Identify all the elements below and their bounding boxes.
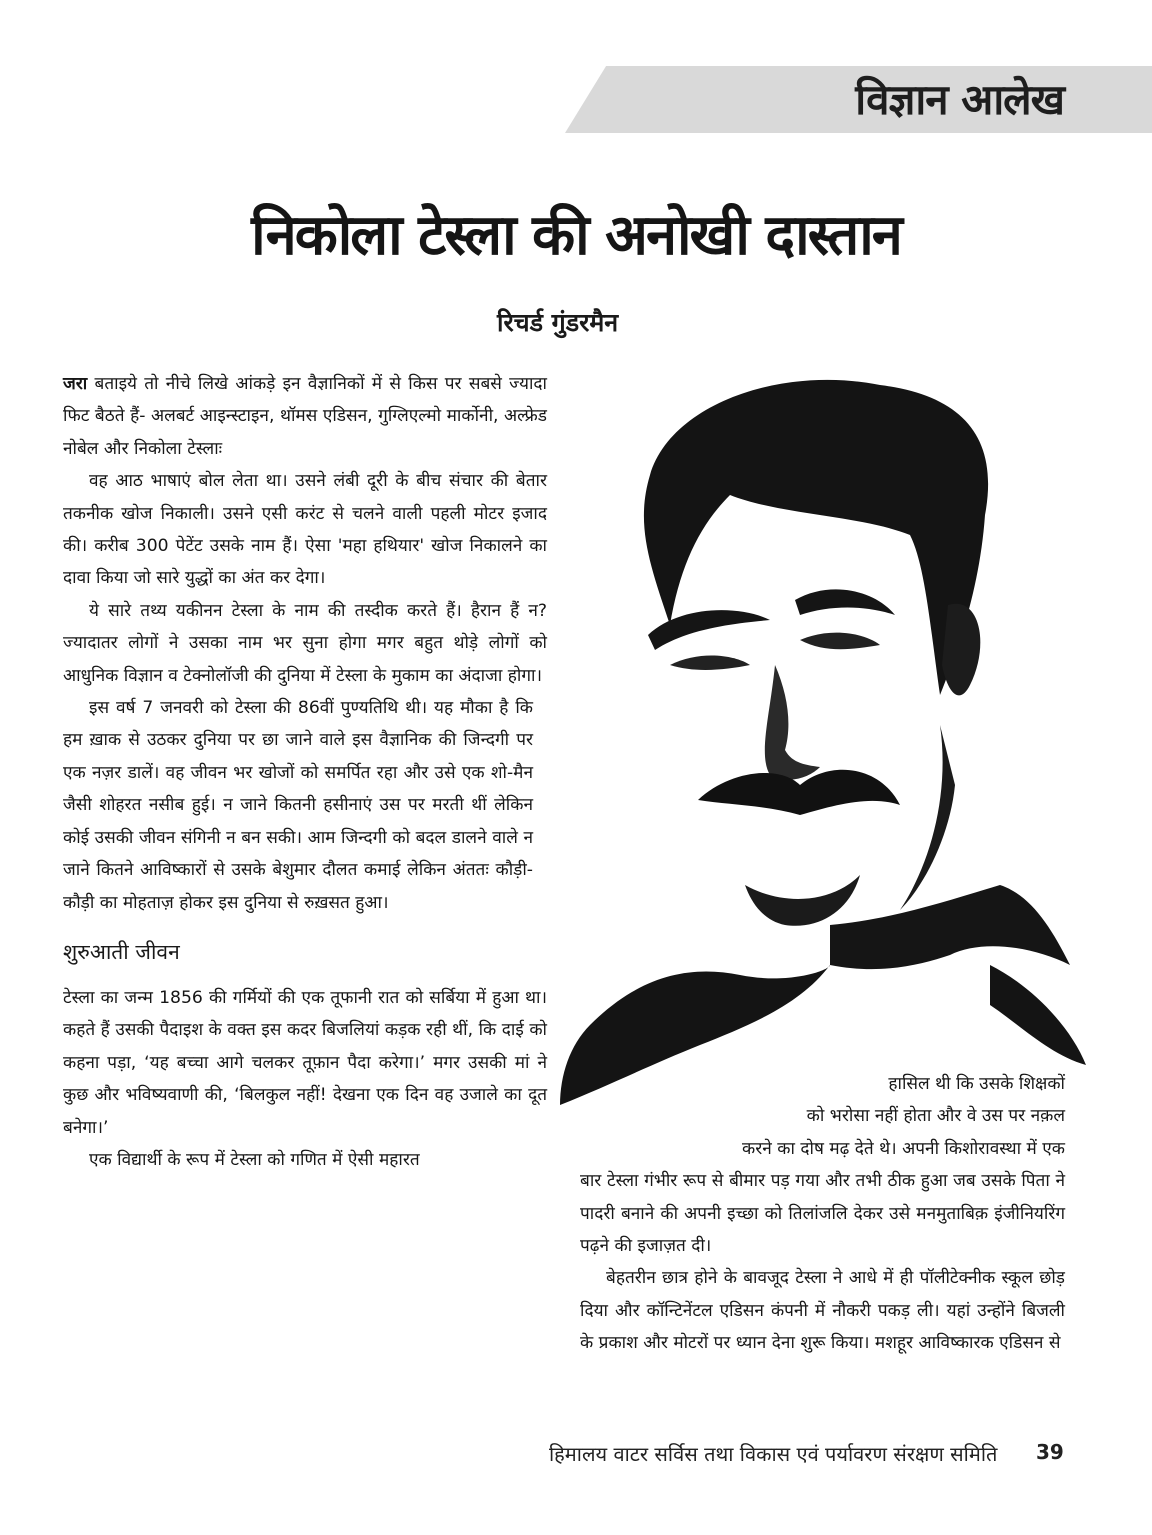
page-number: 39	[1036, 1440, 1064, 1464]
portrait-right-brow	[795, 589, 895, 615]
portrait-ear	[942, 604, 980, 696]
portrait-chin	[745, 875, 860, 926]
article-title: निकोला टेस्ला की अनोखी दास्तान	[251, 203, 901, 268]
intro-paragraph	[63, 368, 547, 465]
right-line: हासिल थी कि उसके शिक्षकों	[888, 1074, 1065, 1094]
portrait-nose	[765, 665, 820, 780]
right-line: को भरोसा नहीं होता और वे उस पर नक़ल	[806, 1106, 1065, 1127]
right-line: करने का दोष मढ़ देते थे। अपनी किशोरावस्था में एक	[742, 1138, 1065, 1159]
birth-paragraph: टेस्ला का जन्म 1856 की गर्मियों की एक तूफानी रात को सर्बिया में हुआ था। कहते हैं उसकी पैदाइश के वक्त इस कदर बिजलियां कड़क रही थीं, कि दाई को कहना पड़ा, ‘यह बच्चा आगे चलकर तूफ़ान पैदा करेगा।’ मगर उसकी मां ने कुछ और भविष्यवाणी की, ‘बिलकुल नहीं! देखना एक दिन वह उजाले का दूत बनेगा।’	[63, 987, 547, 1138]
anniversary-paragraph: इस वर्ष 7 जनवरी को टेस्ला की 86वीं पुण्यतिथि थी। यह मौका है कि हम ख़ाक से उठकर दुनिया पर छा जाने वाले इस वैज्ञानिक की जिन्दगी पर एक नज़र डालें। वह जीवन भर खोजों को समर्पित रहा और उसे एक शो-मैन जैसी शोहरत नसीब हुई। न जाने कितनी हसीनाएं उस पर मरती थीं लेकिन कोई उसकी जीवन संगिनी न बन सकी। आम जिन्दगी को बदल डालने वाले न जाने कितने आविष्कारों से उसके बेशुमार दौलत कमाई लेकिन अंततः कौड़ी-कौड़ी का मोहताज़ होकर इस दुनिया से रुख़सत हुआ।	[63, 698, 533, 913]
claim-paragraph: ये सारे तथ्य यकीनन टेस्ला के नाम की तस्दीक करते हैं। हैरान हैं न? ज्यादातर लोगों ने उसका नाम भर सुना होगा मगर बहुत थोड़े लोगों को आधुनिक विज्ञान व टेक्नोलॉजी की दुनिया में टेस्ला के मुकाम का अंदाजा होगा।	[63, 600, 547, 686]
left-column	[63, 368, 547, 1176]
student-paragraph: एक विद्यार्थी के रूप में टेस्ला को गणित में ऐसी महारत	[89, 1149, 420, 1170]
section-subheading: शुरुआती जीवन	[63, 939, 180, 964]
tesla-portrait-illustration	[530, 365, 1090, 1115]
portrait-left-eye	[670, 656, 750, 670]
footer-organization: हिमालय वाटर सर्विस तथा विकास एवं पर्यावरण संरक्षण समिति	[549, 1442, 998, 1466]
portrait-collar	[830, 885, 1070, 969]
portrait-right-eye	[800, 633, 880, 650]
author-name: रिचर्ड गुंडरमैन	[497, 308, 619, 337]
right-column	[580, 1068, 1065, 1360]
section-label: विज्ञान आलेख	[855, 75, 1064, 124]
portrait-shoulder	[990, 965, 1086, 1065]
intro-lead-word: जरा	[63, 374, 88, 394]
portrait-hair	[644, 380, 988, 695]
portrait-jaw	[900, 725, 955, 910]
intro-text: बताइये तो नीचे लिखे आंकड़े इन वैज्ञानिकों में से किस पर सबसे ज्यादा फिट बैठते हैं- अलबर्ट आइन्स्टाइन, थॉमस एडिसन, गुग्लिएल्मो मार्कोनी, अल्फ्रेड नोबेल और निकोला टेस्लाः	[63, 374, 547, 459]
edison-paragraph: बेहतरीन छात्र होने के बावजूद टेस्ला ने आधे में ही पॉलीटेक्नीक स्कूल छोड़ दिया और कॉन्टिनेंटल एडिसन कंपनी में नौकरी पकड़ ली। यहां उन्होंने बिजली के प्रकाश और मोटरों पर ध्यान देना शुरू किया। मशहूर आविष्कारक एडिसन से	[580, 1268, 1065, 1354]
portrait-left-brow	[648, 610, 770, 650]
facts-paragraph: वह आठ भाषाएं बोल लेता था। उसने लंबी दूरी के बीच संचार की बेतार तकनीक खोज निकाली। उसने एसी करंट से चलने वाली पहली मोटर इजाद की। करीब 300 पेटेंट उसके नाम हैं। ऐसा 'महा हथियार' खोज निकालने का दावा किया जो सारे युद्धों का अंत कर देगा।	[63, 471, 547, 589]
illness-paragraph: बार टेस्ला गंभीर रूप से बीमार पड़ गया और तभी ठीक हुआ जब उसके पिता ने पादरी बनाने की अपनी इच्छा को तिलांजलि देकर उसे मनमुताबिक़ इंजीनियरिंग पढ़ने की इजाज़त दी।	[580, 1171, 1065, 1257]
